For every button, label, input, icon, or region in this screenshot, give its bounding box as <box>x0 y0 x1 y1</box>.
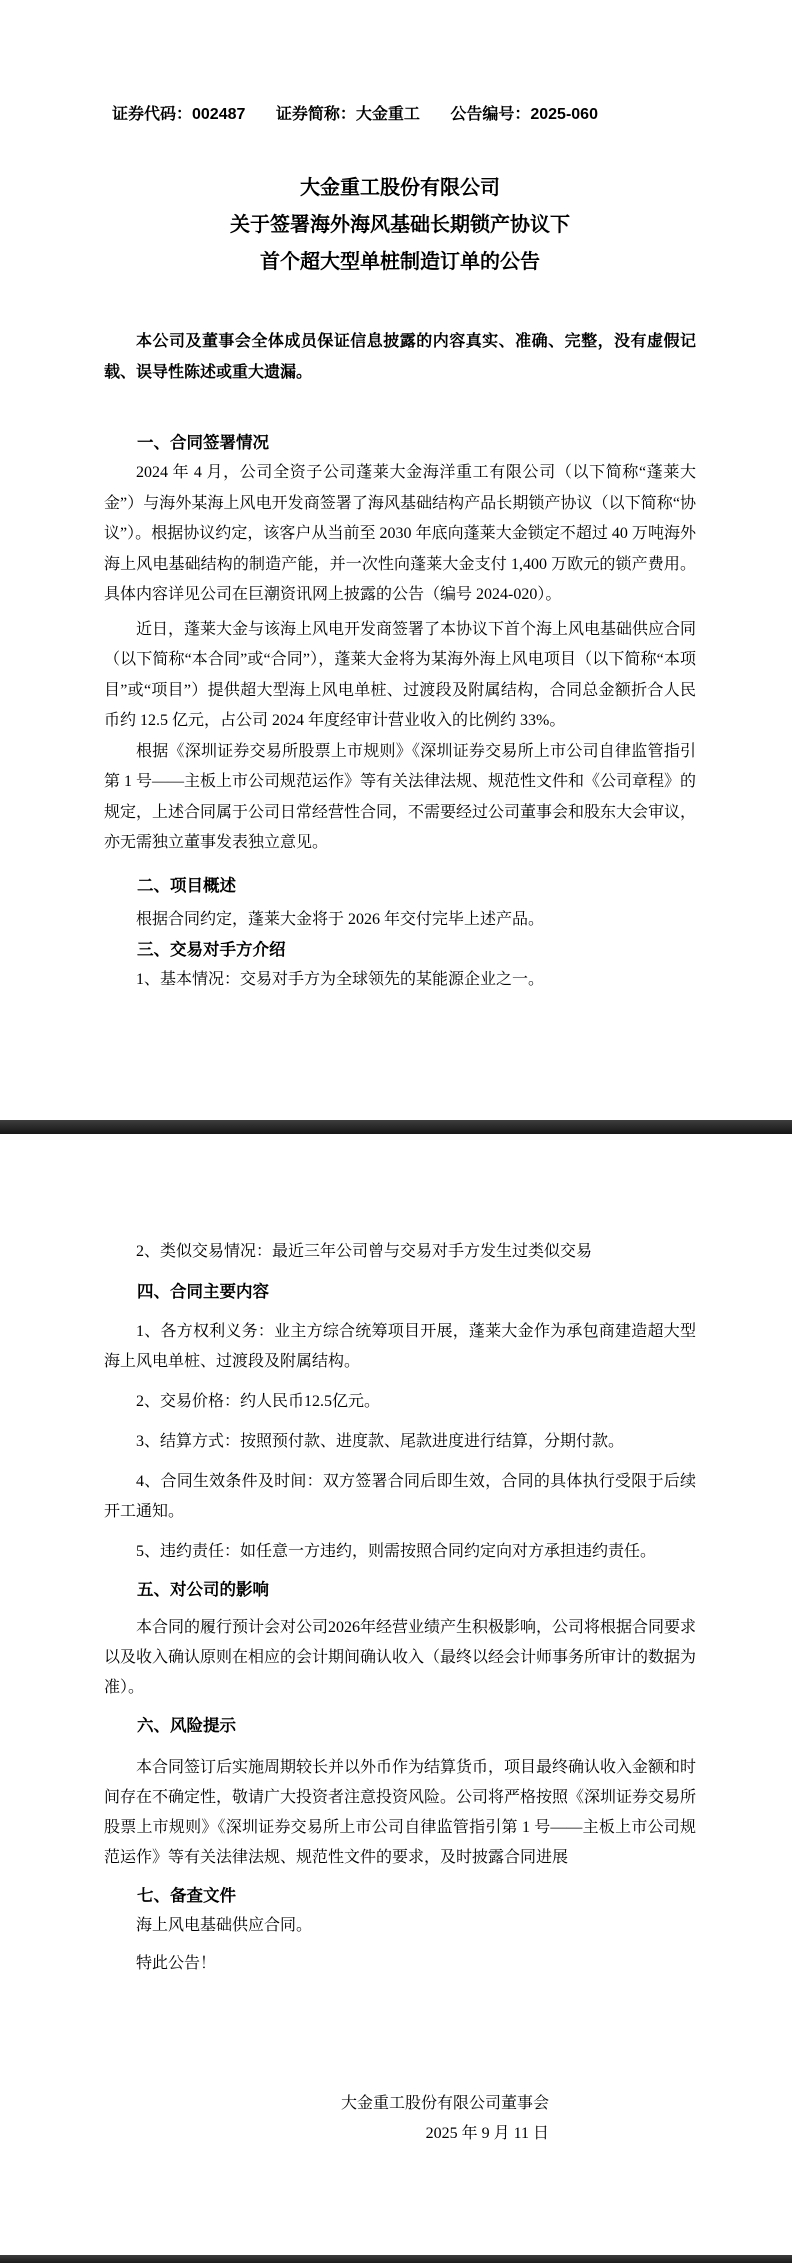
section-4-item-5: 5、违约责任：如任意一方违约，则需按照合同约定向对方承担违约责任。 <box>136 1543 657 1560</box>
signature-block <box>104 2089 696 2149</box>
section-3-heading: 三、交易对手方介绍 <box>137 941 286 959</box>
signature-date: 2025 年 9 月 11 日 <box>425 2125 549 2142</box>
section-7-paragraph: 海上风电基础供应合同。 <box>136 1917 313 1934</box>
section-4-item-2: 2、交易价格：约人民币12.5亿元。 <box>136 1393 381 1410</box>
next-page-separator-edge <box>0 2255 792 2263</box>
section-7-heading: 七、备查文件 <box>137 1887 236 1905</box>
document-page-2 <box>0 1134 792 2255</box>
document-page-1 <box>0 0 792 1120</box>
section-4-heading: 四、合同主要内容 <box>137 1283 269 1301</box>
section-5-paragraph: 本合同的履行预计会对公司2026年经营业绩产生积极影响，公司将根据合同要求以及收入确认原则在相应的会计期间确认收入（最终以经会计师事务所审计的数据为准）。 <box>104 1619 697 1696</box>
page-break-separator <box>0 1120 792 1134</box>
section-1-paragraph-1: 2024 年 4 月，公司全资子公司蓬莱大金海洋重工有限公司（以下简称“蓬莱大金”）与海外某海上风电开发商签署了海风基础结构产品长期锁产协议（以下简称“协议”）。根据协议约定，该客户从当前至 2030 年底向蓬莱大金锁定不超过 40 万吨海外海上风电基础结构的制造产能，并一次性向蓬莱大金支付 1,400 万欧元的锁产费用。具体内容详见公司在巨潮资讯网上披露的公告（编号 2024-020）。 <box>104 464 696 603</box>
section-3-item-2: 2、类似交易情况：最近三年公司曾与交易对手方发生过类似交易 <box>136 1243 593 1260</box>
document-header-row <box>112 104 598 126</box>
stock-code-label: 证券代码：002487 <box>112 106 246 123</box>
section-1-paragraph-3: 根据《深圳证券交易所股票上市规则》《深圳证券交易所上市公司自律监管指引第 1 号——主板上市公司规范运作》等有关法律法规、规范性文件和《公司章程》的规定，上述合同属于公司日常经营性合同，不需要经过公司董事会和股东大会审议，亦无需独立董事发表独立意见。 <box>104 742 697 851</box>
section-2-heading: 二、项目概述 <box>137 876 236 895</box>
section-4-item-3: 3、结算方式：按照预付款、进度款、尾款进度进行结算，分期付款。 <box>136 1433 625 1450</box>
section-4-item-1: 1、各方权利义务：业主方综合统筹项目开展，蓬莱大金作为承包商建造超大型海上风电单桩、过渡段及附属结构。 <box>104 1323 696 1370</box>
title-line-company: 大金重工股份有限公司 <box>300 177 500 199</box>
stock-name-label: 证券简称：大金重工 <box>275 106 420 123</box>
section-4-item-4: 4、合同生效条件及时间：双方签署合同后即生效，合同的具体执行受限于后续开工通知。 <box>104 1473 696 1520</box>
title-line-subject: 关于签署海外海风基础长期锁产协议下 <box>230 214 570 236</box>
section-2-paragraph: 根据合同约定，蓬莱大金将于 2026 年交付完毕上述产品。 <box>136 910 545 928</box>
document-title <box>104 170 696 281</box>
section-3-item-1: 1、基本情况：交易对手方为全球领先的某能源企业之一。 <box>136 971 545 988</box>
section-6-heading: 六、风险提示 <box>137 1717 236 1735</box>
signature-board: 大金重工股份有限公司董事会 <box>340 2095 549 2112</box>
closing-statement: 特此公告！ <box>136 1955 217 1972</box>
title-line-subject-2: 首个超大型单桩制造订单的公告 <box>260 251 540 273</box>
board-declaration: 本公司及董事会全体成员保证信息披露的内容真实、准确、完整，没有虚假记载、误导性陈述或重大遗漏。 <box>104 333 696 381</box>
section-6-paragraph: 本合同签订后实施周期较长并以外币作为结算货币，项目最终确认收入金额和时间存在不确定性，敬请广大投资者注意投资风险。公司将严格按照《深圳证券交易所股票上市规则》《深圳证券交易所上市公司自律监管指引第 1 号——主板上市公司规范运作》等有关法律法规、规范性文件的要求，及时披露合同进展 <box>104 1759 697 1866</box>
announcement-number-label: 公告编号：2025-060 <box>450 106 598 123</box>
section-1-heading: 一、合同签署情况 <box>137 434 269 452</box>
section-1-paragraph-2: 近日，蓬莱大金与该海上风电开发商签署了本协议下首个海上风电基础供应合同（以下简称“本合同”或“合同”），蓬莱大金将为某海外海上风电项目（以下简称“本项目”或“项目”）提供超大型海上风电单桩、过渡段及附属结构，合同总金额折合人民币约 12.5 亿元，占公司 2024 年度经审计营业收入的比例约 33%。 <box>104 620 697 729</box>
section-5-heading: 五、对公司的影响 <box>137 1581 269 1599</box>
